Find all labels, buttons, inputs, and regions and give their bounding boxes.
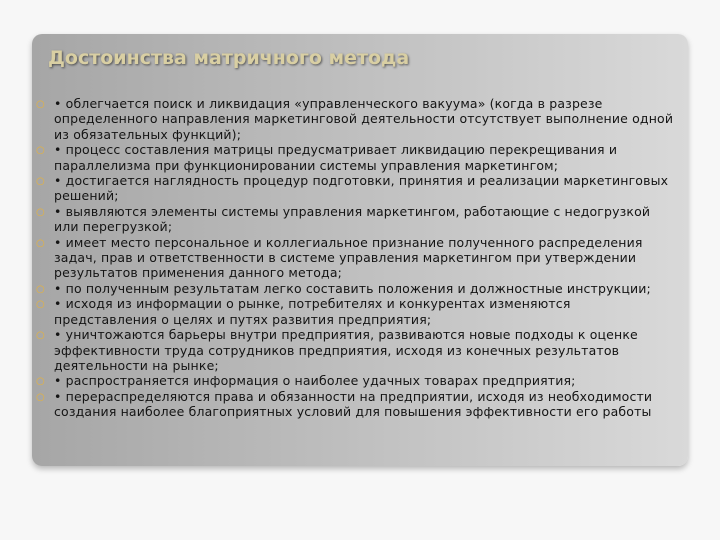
list-item-text: • перераспределяются права и обязанности на предприятии, исходя из необходимости создания наиболее благоприятных условий для повышения эффективности его работы <box>54 388 653 420</box>
list-item-text: • распространяется информация о наиболее удачных товарах предприятия; <box>54 373 576 389</box>
slide-title: Достоинства матричного метода <box>48 47 410 69</box>
list-item <box>36 173 676 204</box>
list-item <box>36 296 676 327</box>
list-item <box>36 327 676 373</box>
bullet-list <box>36 96 676 420</box>
list-item-text: • уничтожаются барьеры внутри предприятия, развиваются новые подходы к оценке эффективности труда сотрудников предприятия, исходя из конечных результатов деятельности на рынке; <box>54 327 638 373</box>
list-item-text: • выявляются элементы системы управления маркетингом, работающие с недогрузкой или перегрузкой; <box>54 203 651 235</box>
list-item <box>36 373 676 388</box>
list-item-text: • исходя из информации о рынке, потребителях и конкурентах изменяются представления о целях и путях развития предприятия; <box>54 296 571 327</box>
bullet-icon: ○ <box>36 237 45 249</box>
bullet-icon: ○ <box>36 206 45 218</box>
list-item <box>36 142 676 173</box>
list-item <box>36 204 676 235</box>
list-item-text: • облегчается поиск и ликвидация «управленческого вакуума» (когда в разрезе определенного направления маркетинговой деятельности отсутствует выполнение одной из обязательных функций); <box>54 96 674 142</box>
bullet-icon: ○ <box>36 283 45 295</box>
list-item-text: • процесс составления матрицы предусматривает ликвидацию перекрещивания и параллелизма при функционировании системы управления маркетингом; <box>54 142 618 173</box>
list-item-text: • имеет место персональное и коллегиальное признание полученного распределения задач, прав и ответственности в системе управления маркетингом при утверждении результатов применения данного метода; <box>54 234 643 281</box>
bullet-icon: ○ <box>36 176 45 188</box>
bullet-icon: ○ <box>36 391 45 403</box>
list-item <box>36 389 676 420</box>
list-item <box>36 235 676 281</box>
list-item <box>36 96 676 142</box>
bullet-icon: ○ <box>36 376 45 388</box>
list-item <box>36 281 676 296</box>
bullet-icon: ○ <box>36 145 45 157</box>
bullet-icon: ○ <box>36 299 45 311</box>
bullet-icon: ○ <box>36 330 45 342</box>
list-item-text: • по полученным результатам легко составить положения и должностные инструкции; <box>54 280 651 296</box>
list-item-text: • достигается наглядность процедур подготовки, принятия и реализации маркетинговых решений; <box>54 173 669 204</box>
bullet-icon: ○ <box>36 99 45 110</box>
